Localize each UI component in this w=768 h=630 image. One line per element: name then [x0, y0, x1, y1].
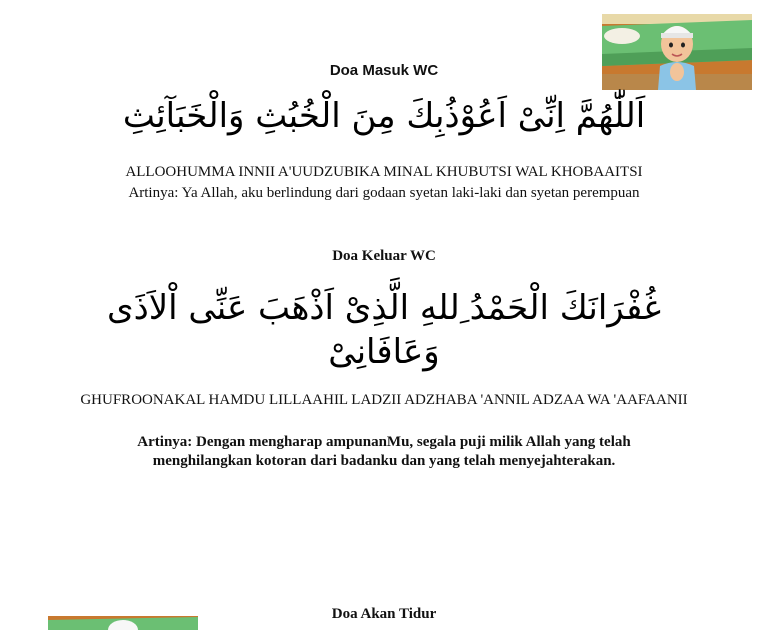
doa-masuk-meaning: Artinya: Ya Allah, aku berlindung dari godaan syetan laki-laki dan syetan perempuan — [128, 185, 640, 201]
doa-tidur-title: Doa Akan Tidur — [331, 606, 437, 622]
doa-masuk-title: Doa Masuk WC — [329, 62, 439, 79]
doa-keluar-title: Doa Keluar WC — [332, 248, 436, 264]
doa-masuk-arabic: اَللّٰهُمَّ اِنِّىْ اَعُوْذُبِكَ مِنَ الْخُبُثِ وَالْخَبَآئِثِ — [122, 96, 646, 136]
doa-masuk-latin: ALLOOHUMMA INNII A'UUDZUBIKA MINAL KHUBUTSI WAL KHOBAAITSI — [125, 164, 643, 180]
bed-illustration — [48, 616, 198, 630]
doa-keluar-arabic: غُفْرَانَكَ الْحَمْدُ ِللهِ الَّذِىْ اَذْهَبَ عَنِّى اْلاَذَى وَعَافَانِىْ — [106, 288, 662, 372]
doa-keluar-latin: GHUFROONAKAL HAMDU LILLAAHIL LADZII ADZHABA 'ANNIL ADZAA WA 'AAFAANII — [80, 392, 688, 408]
doa-keluar-meaning: Artinya: Dengan mengharap ampunanMu, segala puji milik Allah yang telah menghilangkan kotoran dari badanku dan yang telah menyejahterakan. — [137, 434, 631, 469]
